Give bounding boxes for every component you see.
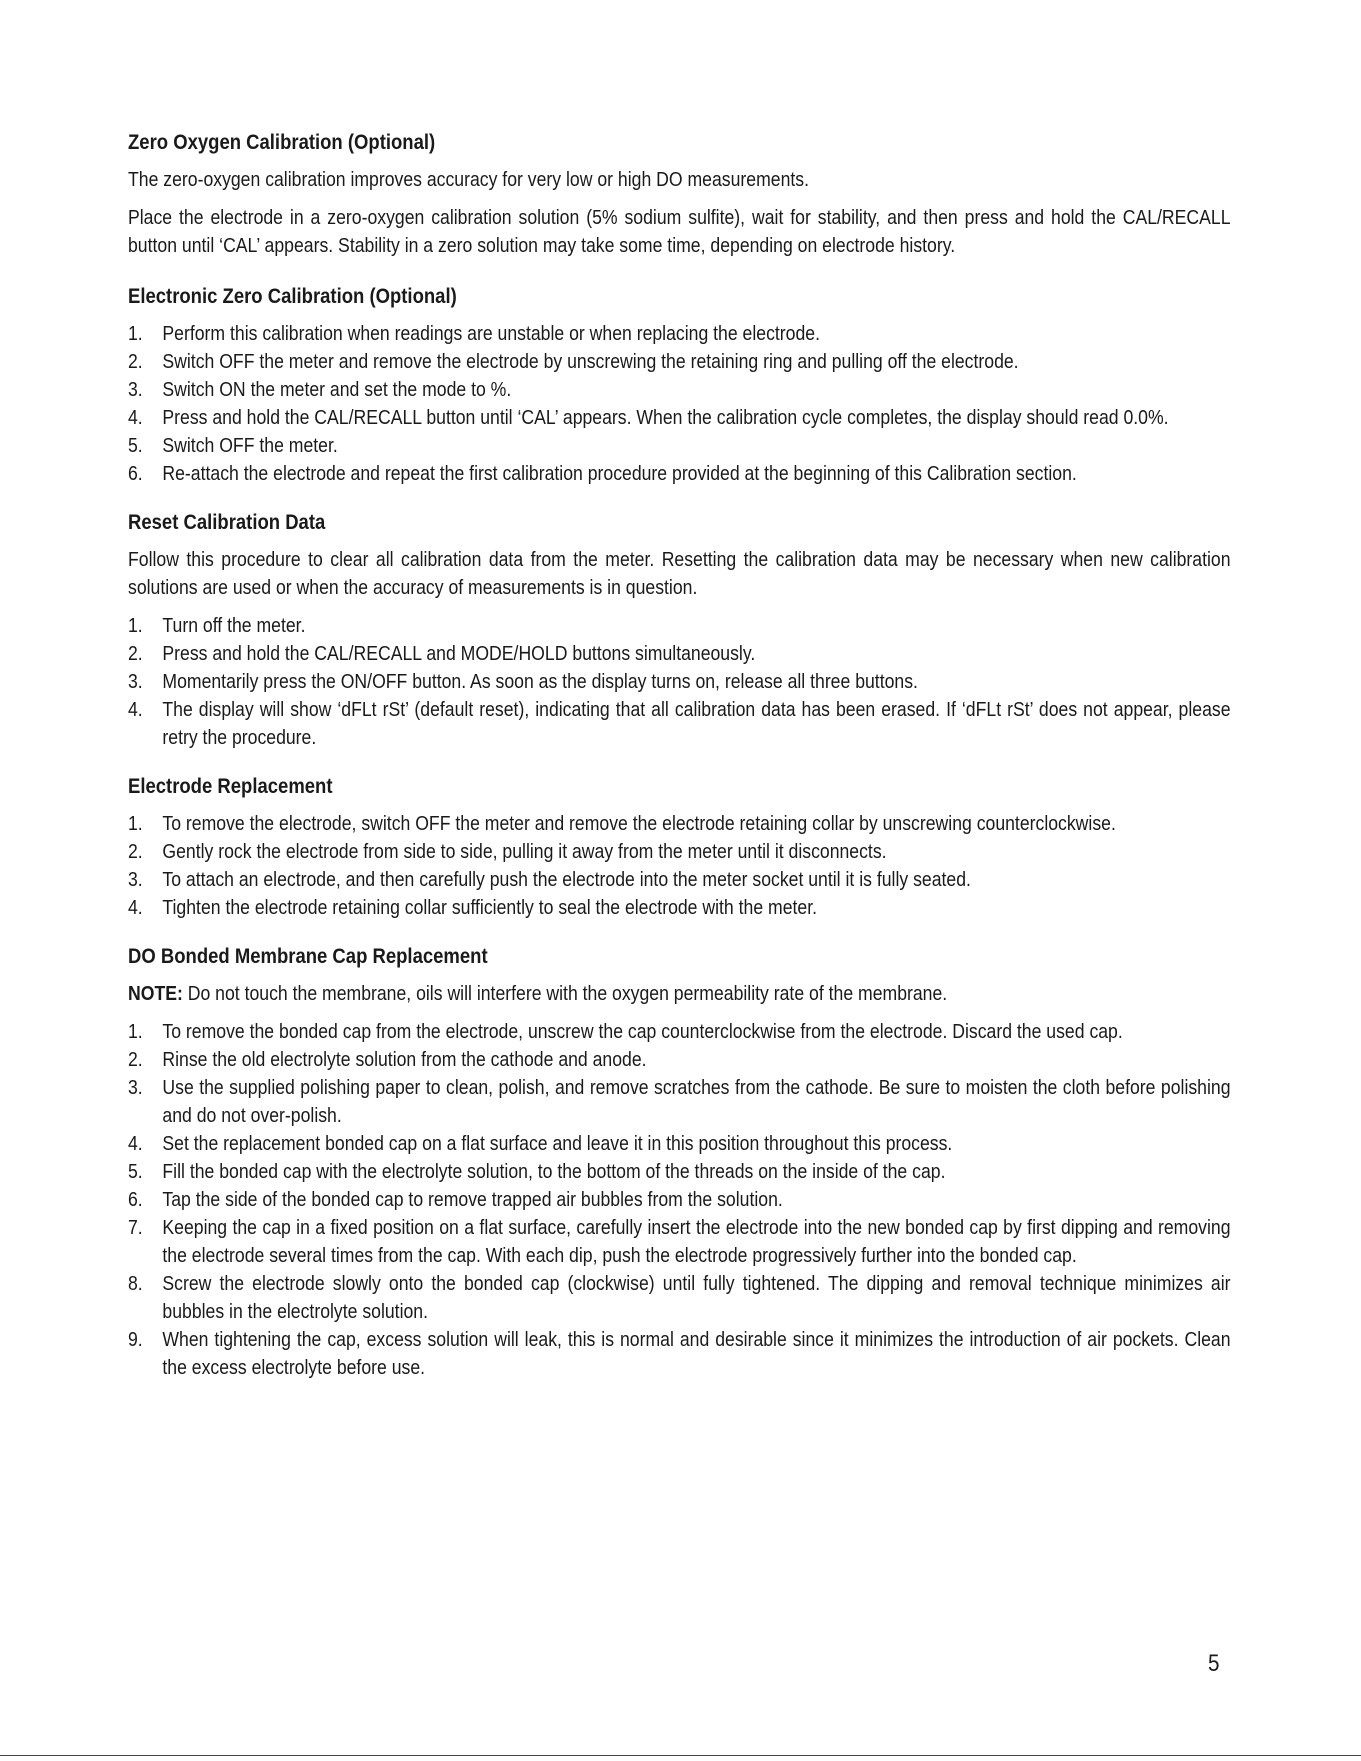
list-item: 4. The display will show ‘dFLt rSt’ (default reset), indicating that all calibration data has been erased. If ‘dFLt rSt’ does not appear, please retry the procedure. <box>128 698 1231 749</box>
list-item: 6. Tap the side of the bonded cap to remove trapped air bubbles from the solution. <box>128 1188 783 1211</box>
list-item: 5. Switch OFF the meter. <box>128 434 338 457</box>
list-item: 4. Set the replacement bonded cap on a flat surface and leave it in this position throughout this process. <box>128 1132 953 1155</box>
list-item: 4. Press and hold the CAL/RECALL button until ‘CAL’ appears. When the calibration cycle completes, the display should read 0.0%. <box>128 406 1169 429</box>
note-text: Do not touch the membrane, oils will interfere with the oxygen permeability rate of the membrane. <box>182 982 948 1005</box>
note-label: NOTE: <box>128 982 183 1005</box>
document-body <box>128 128 1231 1402</box>
note <box>128 980 1231 1008</box>
steps-list <box>128 1018 1231 1382</box>
list-item: 2. Rinse the old electrolyte solution from the cathode and anode. <box>128 1048 647 1071</box>
list-item: 3. To attach an electrode, and then carefully push the electrode into the meter socket until it is fully seated. <box>128 868 971 891</box>
list-item: 5. Fill the bonded cap with the electrolyte solution, to the bottom of the threads on the inside of the cap. <box>128 1160 946 1183</box>
list-item: 1. Perform this calibration when readings are unstable or when replacing the electrode. <box>128 322 820 345</box>
list-item: 9. When tightening the cap, excess solution will leak, this is normal and desirable since it minimizes the introduction of air pockets. Clean the excess electrolyte before use. <box>128 1328 1231 1379</box>
section-electronic-zero-calibration <box>128 282 1231 488</box>
list-item: 1. To remove the electrode, switch OFF the meter and remove the electrode retaining collar by unscrewing counterclockwise. <box>128 812 1116 835</box>
paragraph: Place the electrode in a zero-oxygen calibration solution (5% sodium sulfite), wait for stability, and then press and hold the CAL/RECALL button until ‘CAL’ appears. Stability in a zero solution may take some time, depending on electrode history. <box>128 206 1231 257</box>
bottom-rule <box>0 1755 1361 1756</box>
paragraph: The zero-oxygen calibration improves accuracy for very low or high DO measurements. <box>128 168 809 191</box>
page-number: 5 <box>1208 1650 1220 1677</box>
list-item: 3. Use the supplied polishing paper to clean, polish, and remove scratches from the cathode. Be sure to moisten the cloth before polishing and do not over-polish. <box>128 1076 1231 1127</box>
paragraph: Follow this procedure to clear all calibration data from the meter. Resetting the calibration data may be necessary when new calibration solutions are used or when the accuracy of measurements is in question. <box>128 548 1231 599</box>
section-heading: DO Bonded Membrane Cap Replacement <box>128 944 488 968</box>
list-item: 2. Press and hold the CAL/RECALL and MODE/HOLD buttons simultaneously. <box>128 642 756 665</box>
list-item: 4. Tighten the electrode retaining collar sufficiently to seal the electrode with the meter. <box>128 896 818 919</box>
list-item: 1. To remove the bonded cap from the electrode, unscrew the cap counterclockwise from the electrode. Discard the used cap. <box>128 1020 1123 1043</box>
list-item: 2. Gently rock the electrode from side to side, pulling it away from the meter until it disconnects. <box>128 840 887 863</box>
section-bonded-membrane-cap-replacement <box>128 942 1231 1382</box>
steps-list <box>128 320 1231 488</box>
section-heading: Electrode Replacement <box>128 774 333 798</box>
list-item: 1. Turn off the meter. <box>128 614 306 637</box>
section-electrode-replacement <box>128 772 1231 922</box>
section-zero-oxygen-calibration <box>128 128 1231 260</box>
list-item: 8. Screw the electrode slowly onto the bonded cap (clockwise) until fully tightened. The dipping and removal technique minimizes air bubbles in the electrolyte solution. <box>128 1272 1231 1323</box>
section-reset-calibration-data <box>128 508 1231 752</box>
list-item: 6. Re-attach the electrode and repeat the first calibration procedure provided at the beginning of this Calibration section. <box>128 462 1077 485</box>
steps-list <box>128 810 1231 922</box>
steps-list <box>128 612 1231 752</box>
list-item: 7. Keeping the cap in a fixed position on a flat surface, carefully insert the electrode into the new bonded cap by first dipping and removing the electrode several times from the cap. With each dip, push the electrode progressively further into the bonded cap. <box>128 1216 1231 1267</box>
list-item: 3. Momentarily press the ON/OFF button. As soon as the display turns on, release all three buttons. <box>128 670 918 693</box>
section-heading: Electronic Zero Calibration (Optional) <box>128 284 457 308</box>
list-item: 2. Switch OFF the meter and remove the electrode by unscrewing the retaining ring and pulling off the electrode. <box>128 350 1019 373</box>
section-heading: Reset Calibration Data <box>128 510 326 534</box>
section-heading: Zero Oxygen Calibration (Optional) <box>128 130 436 154</box>
list-item: 3. Switch ON the meter and set the mode to %. <box>128 378 512 401</box>
